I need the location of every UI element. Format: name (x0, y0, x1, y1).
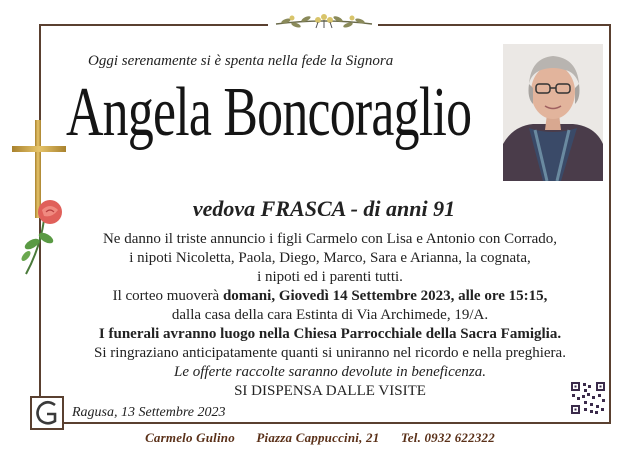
no-visits-line: SI DISPENSA DALLE VISITE (234, 383, 426, 399)
funeral-line: I funerali avranno luogo nella Chiesa Parrocchiale della Sacra Famiglia. (98, 326, 562, 342)
offerings-line: Le offerte raccolte saranno devolute in beneficenza. (173, 364, 486, 380)
agency-footer (0, 430, 640, 446)
portrait-icon (503, 44, 603, 181)
deceased-photo (503, 44, 603, 181)
agency-phone[interactable]: Tel. 0932 622322 (400, 430, 495, 445)
agency-name: Carmelo Gulino (145, 430, 235, 445)
deceased-name: Angela Boncoraglio (66, 74, 472, 151)
intro-text: Oggi serenamente si è spenta nella fede la Signora (88, 53, 394, 69)
agency-logo-icon (30, 396, 64, 430)
agency-address: Piazza Cappuccini, 21 (256, 430, 380, 445)
procession-prefix: Il corteo muoverà (112, 288, 223, 304)
thanks-line: Si ringraziano anticipatamente quanti si uniranno nel ricordo e nella preghiera. (94, 345, 566, 361)
announcement-line: i nipoti Nicoletta, Paola, Diego, Marco, Sara e Arianna, la cognata, (129, 250, 531, 266)
procession-line (60, 287, 600, 306)
notice-body (60, 230, 600, 401)
place-date: Ragusa, 13 Settembre 2023 (72, 405, 226, 420)
procession-from: dalla casa della cara Estinta di Via Archimede, 19/A. (171, 307, 489, 323)
announcement-line: Ne danno il triste annuncio i figli Carmelo con Lisa e Antonio con Corrado, (102, 231, 558, 247)
olive-branch-icon (272, 12, 376, 32)
qr-code-icon[interactable] (570, 381, 606, 415)
subtitle: vedova FRASCA - di anni 91 (192, 196, 456, 221)
announcement-line: i nipoti ed i parenti tutti. (257, 269, 403, 285)
procession-when: domani, Giovedì 14 Settembre 2023, alle ore 15:15, (222, 288, 548, 304)
